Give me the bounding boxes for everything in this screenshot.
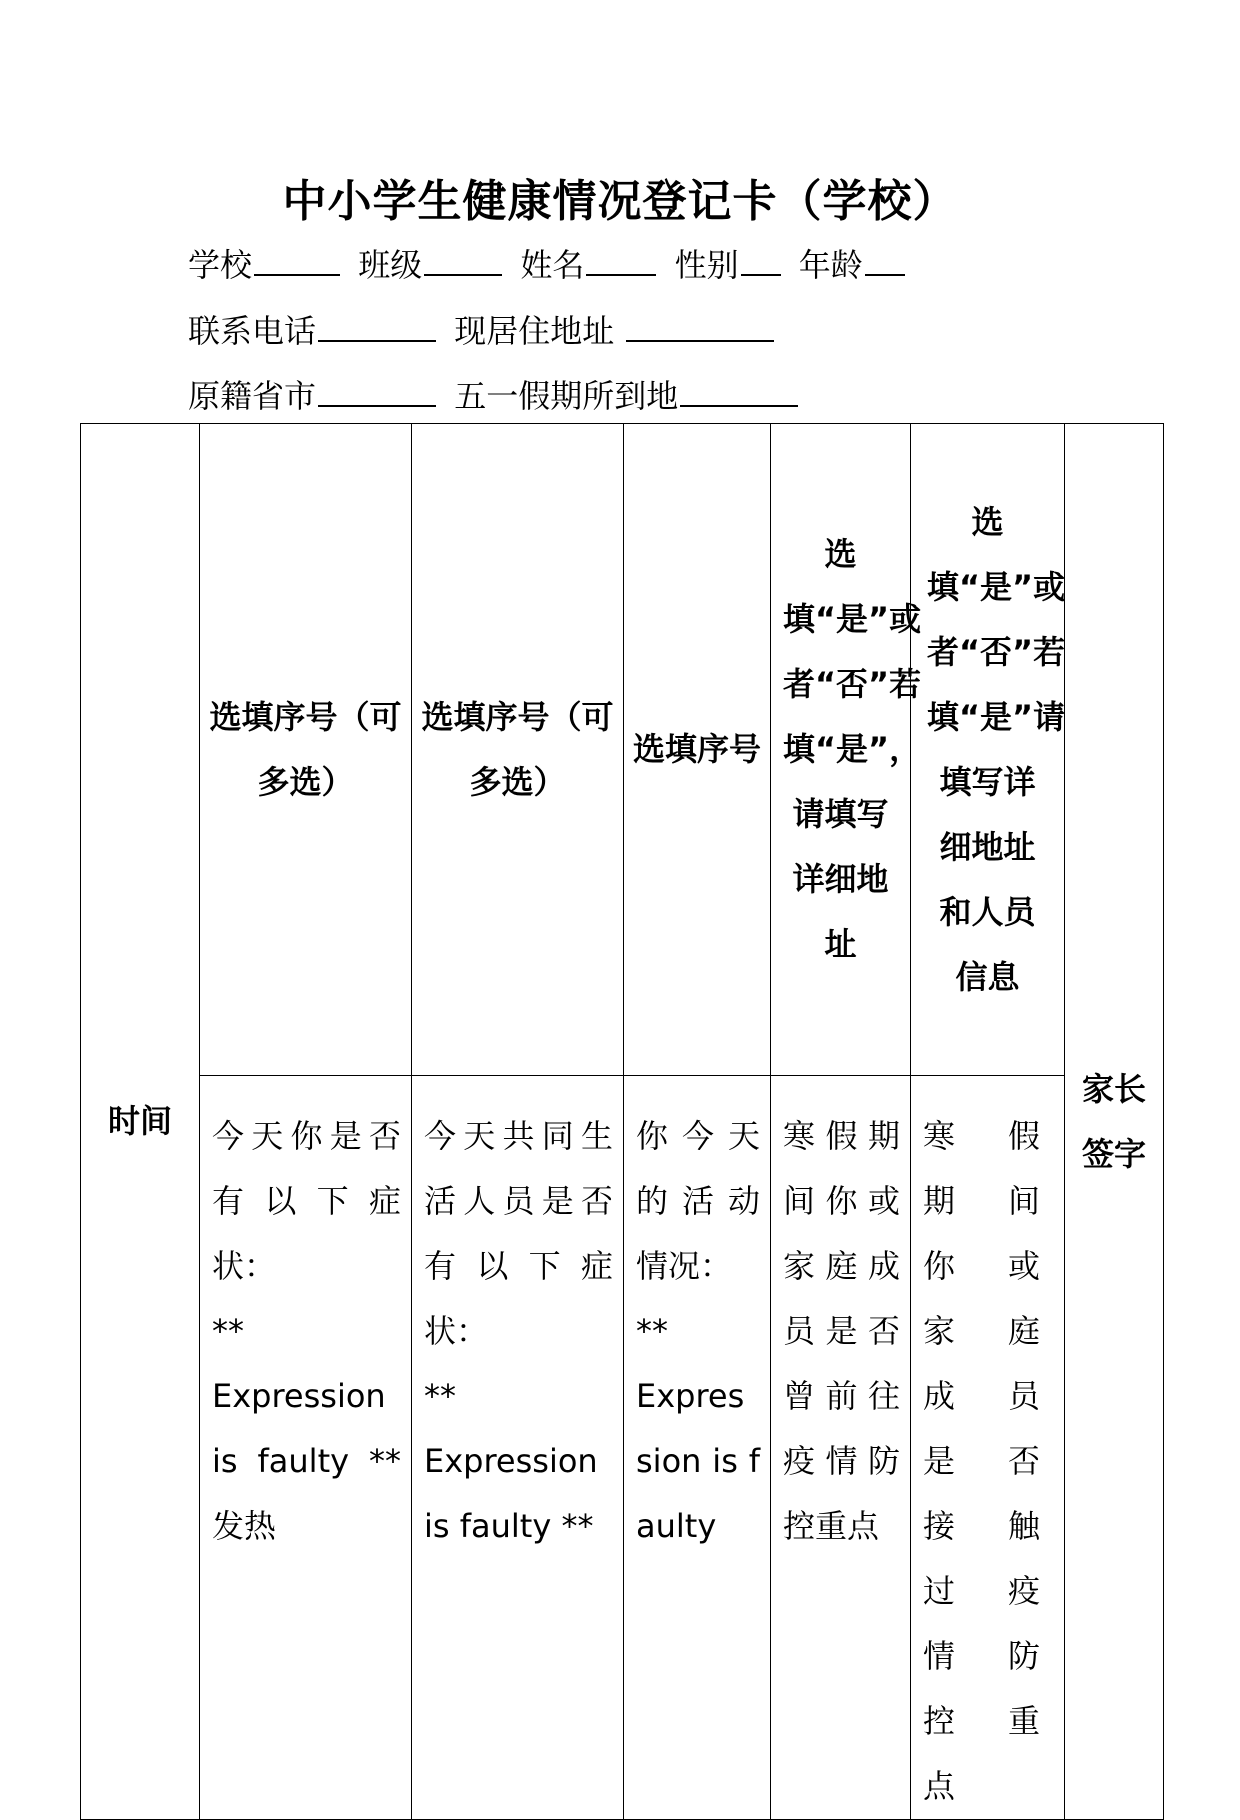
- field-class-blank[interactable]: [424, 246, 502, 276]
- form-line-2: [188, 306, 782, 352]
- field-name-blank[interactable]: [586, 246, 656, 276]
- cell-travel-question: 寒假期间你或家庭成员是否曾前往疫情防控重点: [771, 1076, 911, 1820]
- document-title: 中小学生健康情况登记卡（学校）: [282, 176, 958, 227]
- health-record-table: [80, 423, 1164, 1820]
- field-origin-label: 原籍省市: [188, 377, 317, 415]
- cell-activity-question: 你今天的活动情况： ** Expression is faulty: [624, 1076, 771, 1820]
- cell-household-question: 今天共同生活人员是否有以下症状： ** Expression is faulty **: [412, 1076, 624, 1820]
- field-class-label: 班级: [358, 246, 423, 284]
- header-household-symptoms: 选填序号（可多选）: [412, 424, 624, 1076]
- field-age-label: 年龄: [798, 246, 863, 284]
- form-line-1: [188, 240, 913, 286]
- field-phone-label: 联系电话: [188, 312, 317, 350]
- field-gender-label: 性别: [674, 246, 739, 284]
- header-activity: 选填序号: [624, 424, 771, 1076]
- field-origin-blank[interactable]: [318, 377, 436, 407]
- header-time: 时间: [81, 424, 200, 1820]
- form-line-3: [188, 371, 806, 417]
- field-school-label: 学校: [188, 246, 253, 284]
- field-holiday-destination-label: 五一假期所到地: [454, 377, 679, 415]
- field-address-label: 现居住地址: [454, 312, 615, 350]
- header-contact: 选填“是”或者“否”若填“是”请填写详细地址和人员信息: [911, 424, 1065, 1076]
- field-phone-blank[interactable]: [318, 312, 436, 342]
- field-gender-blank[interactable]: [741, 246, 781, 276]
- field-school-blank[interactable]: [254, 246, 340, 276]
- field-age-blank[interactable]: [865, 246, 905, 276]
- field-address-blank[interactable]: [626, 312, 774, 342]
- header-travel: 选填“是”或者“否”若填“是”，请填写详细地址: [771, 424, 911, 1076]
- header-parent-signature: 家长签字: [1065, 424, 1164, 1820]
- field-holiday-destination-blank[interactable]: [680, 377, 798, 407]
- cell-symptoms-question: 今天你是否有以下症状： ** Expression is faulty ** 发热: [200, 1076, 412, 1820]
- header-symptoms: 选填序号（可多选）: [200, 424, 412, 1076]
- field-name-label: 姓名: [520, 246, 585, 284]
- cell-contact-question: 寒假期间你或家庭成员是否接触过疫情防控重点: [911, 1076, 1065, 1820]
